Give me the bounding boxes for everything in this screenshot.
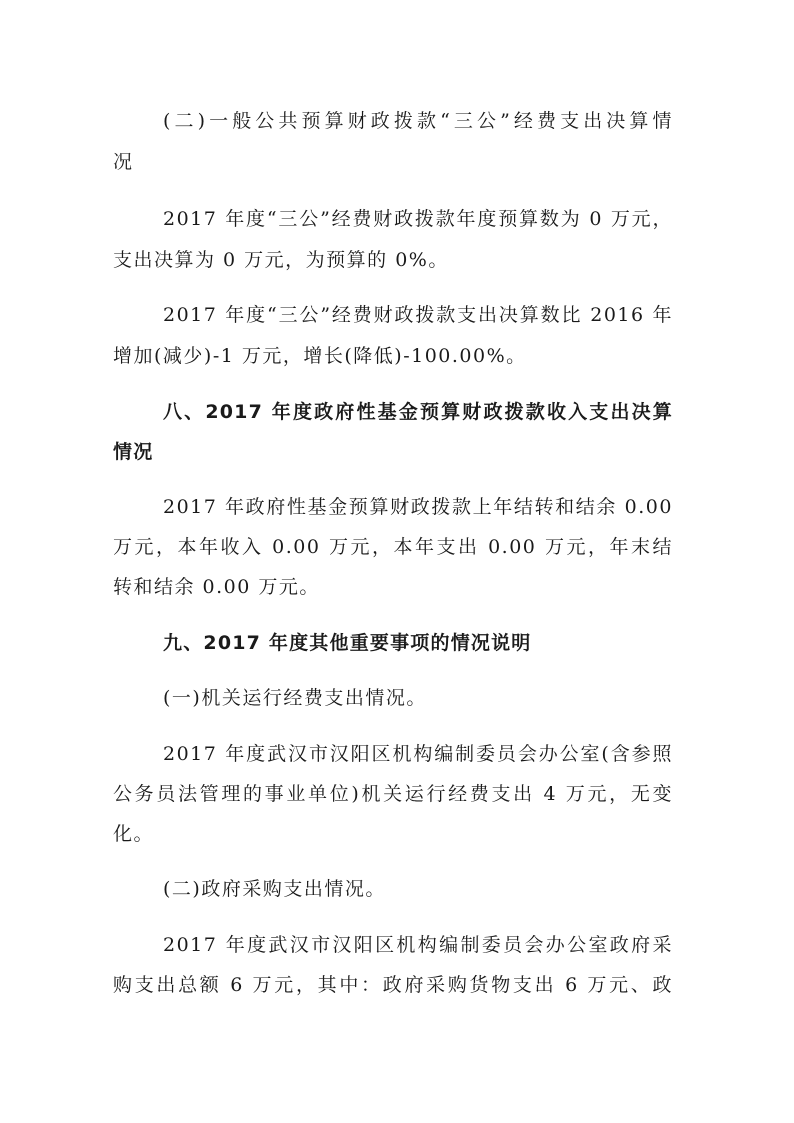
paragraph-line: 万元，本年收入 0.00 万元，本年支出 0.00 万元，年末结: [113, 536, 673, 558]
section-heading-line: 九、2017 年度其他重要事项的情况说明: [163, 632, 532, 654]
section-heading-line: 情况: [113, 441, 154, 463]
section-heading-line: 八、2017 年度政府性基金预算财政拨款收入支出决算: [163, 401, 673, 423]
sub-heading-line: (二)政府采购支出情况。: [163, 878, 386, 900]
paragraph-line: 2017 年度“三公”经费财政拨款年度预算数为 0 万元，: [163, 208, 673, 230]
paragraph-line: 2017 年政府性基金预算财政拨款上年结转和结余 0.00: [163, 496, 673, 518]
paragraph-line: 增加(减少)-1 万元，增长(降低)-100.00%。: [113, 345, 527, 367]
paragraph-line: 支出决算为 0 万元，为预算的 0%。: [113, 249, 449, 271]
paragraph-line: 2017 年度“三公”经费财政拨款支出决算数比 2016 年: [163, 304, 673, 326]
sub-heading-line: (一)机关运行经费支出情况。: [163, 687, 427, 709]
paragraph-line: 2017 年度武汉市汉阳区机构编制委员会办公室政府采: [163, 934, 673, 956]
paragraph-line: 转和结余 0.00 万元。: [113, 576, 320, 598]
paragraph-line: 化。: [113, 823, 155, 845]
paragraph-line: 公务员法管理的事业单位)机关运行经费支出 4 万元，无变: [113, 783, 673, 805]
paragraph-line: 2017 年度武汉市汉阳区机构编制委员会办公室(含参照: [163, 743, 673, 765]
sub-heading-line: 况: [113, 151, 134, 173]
sub-heading-line: (二)一般公共预算财政拨款“三公”经费支出决算情: [163, 110, 673, 132]
paragraph-line: 购支出总额 6 万元，其中：政府采购货物支出 6 万元、政: [113, 974, 673, 996]
